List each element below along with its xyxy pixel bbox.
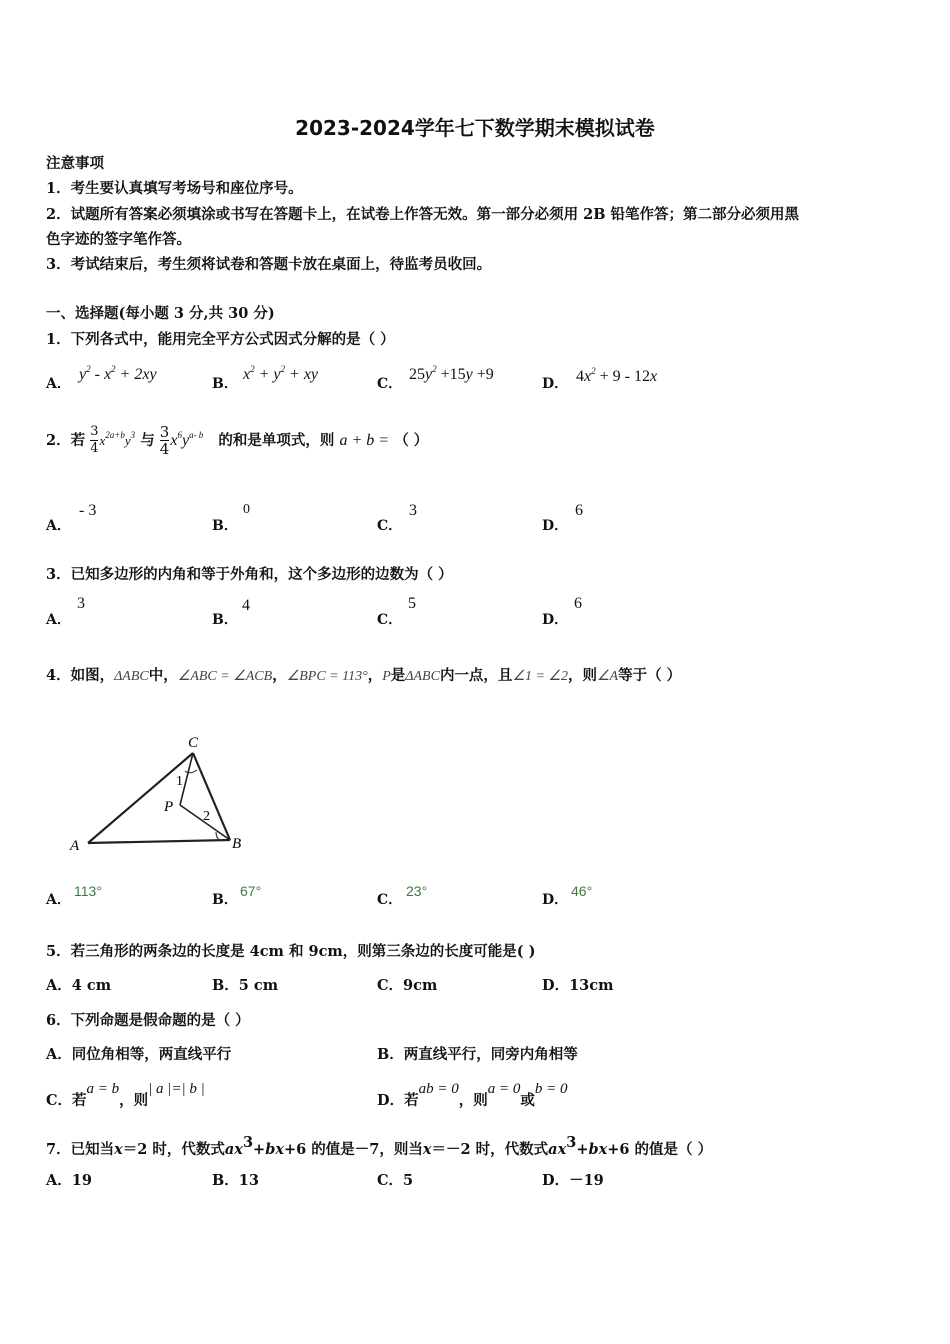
- option-value: 67°: [240, 883, 262, 899]
- option-label: D．: [542, 518, 569, 534]
- option-value: 3: [77, 595, 85, 612]
- question-stem: 5．若三角形的两条边的长度是 4cm 和 9cm，则第三条边的长度可能是( ): [46, 943, 536, 960]
- option: B．5 cm: [212, 977, 279, 994]
- option-formula: $x^2 + y^2$ + xy: [243, 364, 319, 383]
- notice-item: 2．试题所有答案必须填涂或书写在答题卡上，在试卷上作答无效。第一部分必须用 2B 铅笔作答；第二部分必须用黑: [46, 206, 800, 223]
- option: B．13: [212, 1172, 259, 1189]
- fraction: $\frac{3}{4}$: [159, 423, 170, 458]
- option-value: - 3: [79, 502, 97, 519]
- option-label: B．: [212, 892, 238, 908]
- option-label: C．: [377, 376, 403, 392]
- option-value: 3: [409, 502, 417, 519]
- option-value: 113°: [74, 883, 102, 899]
- question-stem: 4．如图，ΔABC中，∠ABC = ∠ACB，∠BPC = 113°，P是ΔABC内一点，且∠1 = ∠2，则∠A等于（ ）: [46, 667, 682, 684]
- vertex-label-b: B: [232, 836, 242, 852]
- option-label: D．: [542, 892, 569, 908]
- option-value: 6: [574, 595, 582, 612]
- option: B．两直线平行，同旁内角相等: [377, 1046, 578, 1063]
- notice-heading: 注意事项: [46, 155, 104, 172]
- option-label: A．: [46, 892, 71, 908]
- question-stem: 7．已知当x＝2 时，代数式$ax^3+bx+6$ 的值是－7，则当x＝－2 时，代数式$ax^3+bx+6$ 的值是（ ）: [46, 1134, 713, 1158]
- question-stem: 6．下列命题是假命题的是（ ）: [46, 1012, 250, 1029]
- option: A．同位角相等，两直线平行: [46, 1046, 232, 1063]
- option-label: B．: [212, 612, 238, 628]
- option: D．若ab = 0，则a = 0或b = 0: [377, 1081, 568, 1109]
- option-formula: $y^2 - x^2 + 2xy$: [79, 364, 157, 383]
- question-stem: 3．已知多边形的内角和等于外角和，这个多边形的边数为（ ）: [46, 566, 453, 583]
- option: D．13cm: [542, 977, 614, 994]
- notice-item: 3．考试结束后，考生须将试卷和答题卡放在桌面上，待监考员收回。: [46, 256, 492, 273]
- option-value: 6: [575, 502, 583, 519]
- option: A．4 cm: [46, 977, 112, 994]
- option: C．5: [377, 1172, 414, 1189]
- option-label: B．: [212, 518, 238, 534]
- option: A．19: [46, 1172, 92, 1189]
- angle-label-2: 2: [203, 809, 210, 824]
- side-ab: [88, 840, 230, 843]
- option-label: D．: [542, 376, 569, 392]
- fraction: $\frac{3}{4}$: [90, 424, 99, 456]
- question-stem: 1．下列各式中，能用完全平方公式因式分解的是（ ）: [46, 331, 395, 348]
- section-title: 一、选择题(每小题 3 分,共 30 分): [46, 305, 275, 322]
- option-label: A．: [46, 518, 71, 534]
- angle-label-1: 1: [176, 774, 183, 789]
- angle-1-arc: [185, 770, 197, 773]
- vertex-label-c: C: [188, 735, 199, 751]
- page-title: 2023-2024学年七下数学期末模拟试卷: [295, 116, 655, 140]
- triangle-figure: [60, 725, 260, 860]
- option-label: A．: [46, 612, 71, 628]
- option-label: C．: [377, 612, 403, 628]
- side-ac: [88, 753, 193, 843]
- option-value: 23°: [406, 883, 428, 899]
- question-stem: 2．若 $\frac{3}{4}$ $x^{2a+b}y^3$ 与 $\frac{3}{4}$ $x^6y^{a- b}$ 的和是单项式，则 a + b = （ ）: [46, 423, 429, 458]
- option: C．若a = b，则| a |=| b |: [46, 1081, 205, 1109]
- option-value: 0: [243, 502, 250, 517]
- vertex-label-a: A: [70, 838, 80, 854]
- notice-item: 1．考生要认真填写考场号和座位序号。: [46, 180, 303, 197]
- notice-item: 色字迹的签字笔作答。: [46, 231, 191, 248]
- option-label: C．: [377, 518, 403, 534]
- option: D．－19: [542, 1172, 604, 1189]
- option-formula: $4x^2 + 9 - 12x$: [576, 366, 658, 385]
- option-label: B．: [212, 376, 238, 392]
- option-value: 46°: [571, 883, 593, 899]
- option-label: D．: [542, 612, 569, 628]
- option-formula: $25y^2 +15y +9$: [409, 364, 494, 383]
- option-value: 5: [408, 595, 416, 612]
- option-label: C．: [377, 892, 403, 908]
- option-value: 4: [242, 597, 250, 614]
- option-label: A．: [46, 376, 71, 392]
- option: C．9cm: [377, 977, 438, 994]
- point-label-p: P: [164, 799, 174, 815]
